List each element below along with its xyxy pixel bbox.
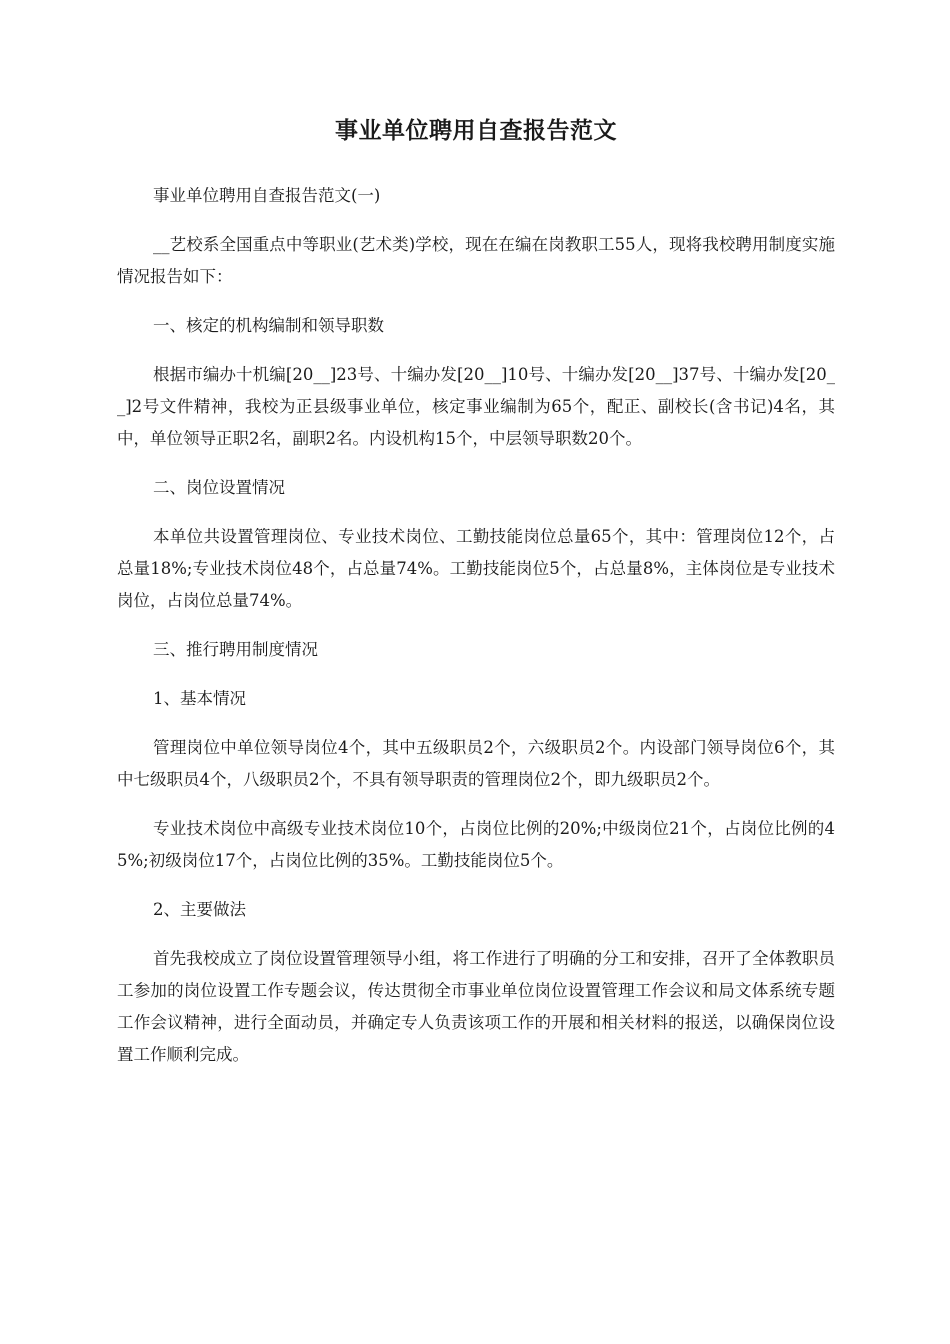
- section-heading-2: 二、岗位设置情况: [153, 478, 285, 497]
- section-heading-1: 一、核定的机构编制和领导职数: [153, 316, 384, 335]
- body-paragraph: 根据市编办十机编[20__]23号、十编办发[20__]10号、十编办发[20__]37号、十编办发[20__]2号文件精神，我校为正县级事业单位，核定事业编制为65个，配正、副校长(含书记)4名，其中，单位领导正职2名，副职2名。内设机构15个，中层领导职数20个。: [117, 365, 835, 448]
- body-paragraph: 专业技术岗位中高级专业技术岗位10个，占岗位比例的20%;中级岗位21个，占岗位比例的45%;初级岗位17个，占岗位比例的35%。工勤技能岗位5个。: [117, 819, 835, 870]
- body-paragraph: 首先我校成立了岗位设置管理领导小组，将工作进行了明确的分工和安排，召开了全体教职员工参加的岗位设置工作专题会议，传达贯彻全市事业单位岗位设置管理工作会议和局文体系统专题工作会议精神，进行全面动员，并确定专人负责该项工作的开展和相关材料的报送，以确保岗位设置工作顺利完成。: [117, 949, 835, 1064]
- subsection-heading-1: 1、基本情况: [153, 689, 246, 708]
- document-body: [117, 180, 835, 1088]
- section-heading-3: 三、推行聘用制度情况: [153, 640, 318, 659]
- document-title: 事业单位聘用自查报告范文: [335, 117, 617, 144]
- body-paragraph: 管理岗位中单位领导岗位4个，其中五级职员2个，六级职员2个。内设部门领导岗位6个，其中七级职员4个，八级职员2个，不具有领导职责的管理岗位2个，即九级职员2个。: [117, 738, 835, 789]
- subtitle-paragraph: 事业单位聘用自查报告范文(一): [153, 186, 381, 205]
- body-paragraph: 本单位共设置管理岗位、专业技术岗位、工勤技能岗位总量65个，其中：管理岗位12个，占总量18%;专业技术岗位48个，占总量74%。工勤技能岗位5个，占总量8%，主体岗位是专业技术岗位，占岗位总量74%。: [117, 527, 835, 610]
- subsection-heading-2: 2、主要做法: [153, 900, 246, 919]
- intro-paragraph: __艺校系全国重点中等职业(艺术类)学校，现在在编在岗教职工55人，现将我校聘用制度实施情况报告如下：: [117, 235, 835, 286]
